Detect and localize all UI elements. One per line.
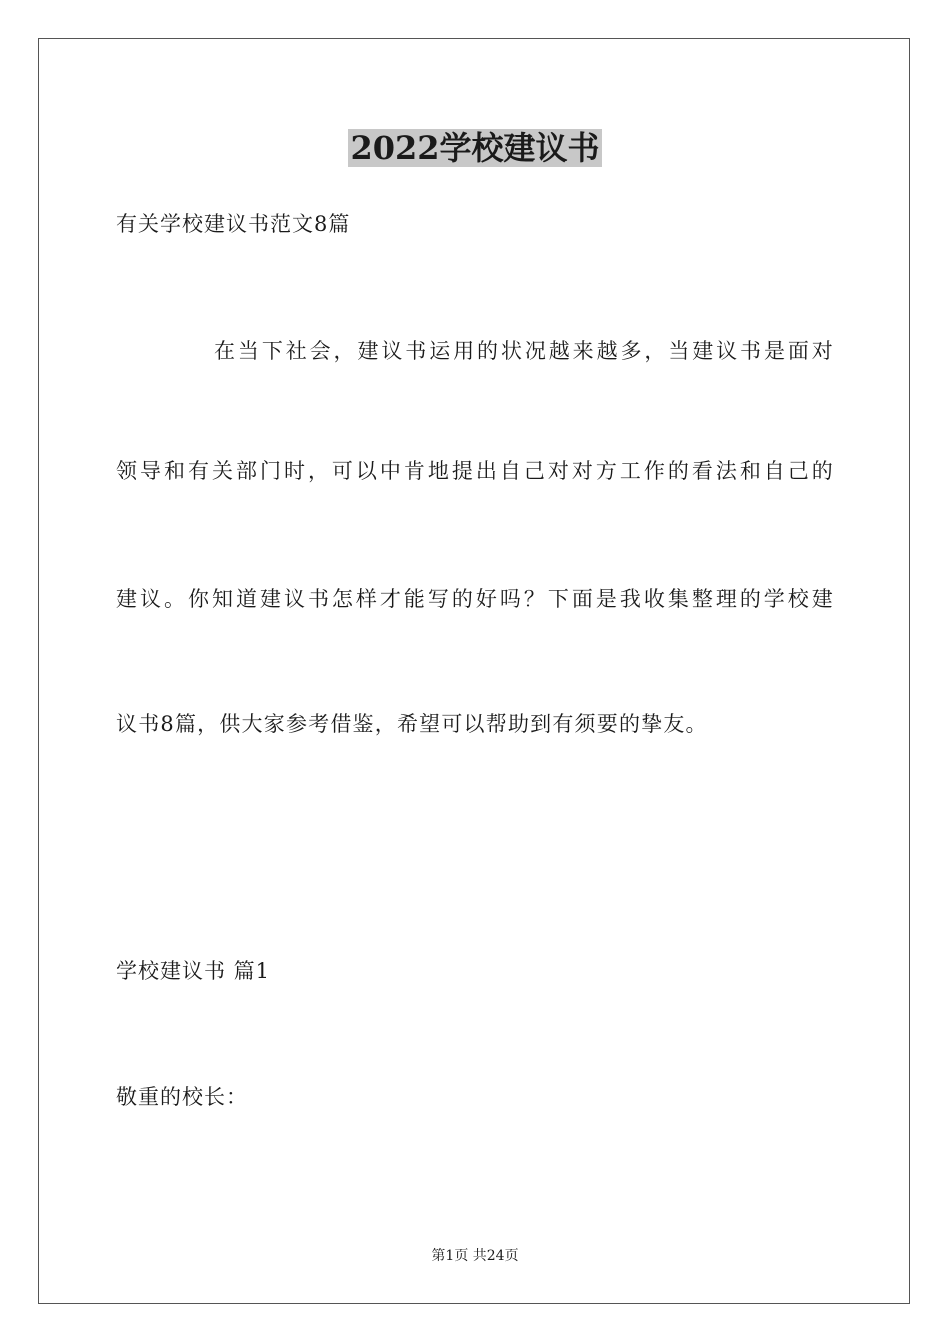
document-subtitle: 有关学校建议书范文8篇 [116, 212, 351, 236]
document-title-text: 2022学校建议书 [350, 129, 600, 167]
intro-paragraph-line: 在当下社会，建议书运用的状况越来越多，当建议书是面对 [214, 339, 834, 363]
salutation: 敬重的校长： [116, 1085, 248, 1109]
section-heading: 学校建议书 篇1 [116, 959, 271, 983]
intro-paragraph-line: 领导和有关部门时，可以中肯地提出自己对对方工作的看法和自己的 [116, 459, 834, 483]
page-footer: 第1页 共24页 [431, 1248, 519, 1264]
intro-paragraph-line: 建议。你知道建议书怎样才能写的好吗？下面是我收集整理的学校建 [116, 587, 834, 611]
intro-paragraph-line: 议书8篇，供大家参考借鉴，希望可以帮助到有须要的挚友。 [116, 712, 708, 736]
document-title [0, 128, 950, 168]
